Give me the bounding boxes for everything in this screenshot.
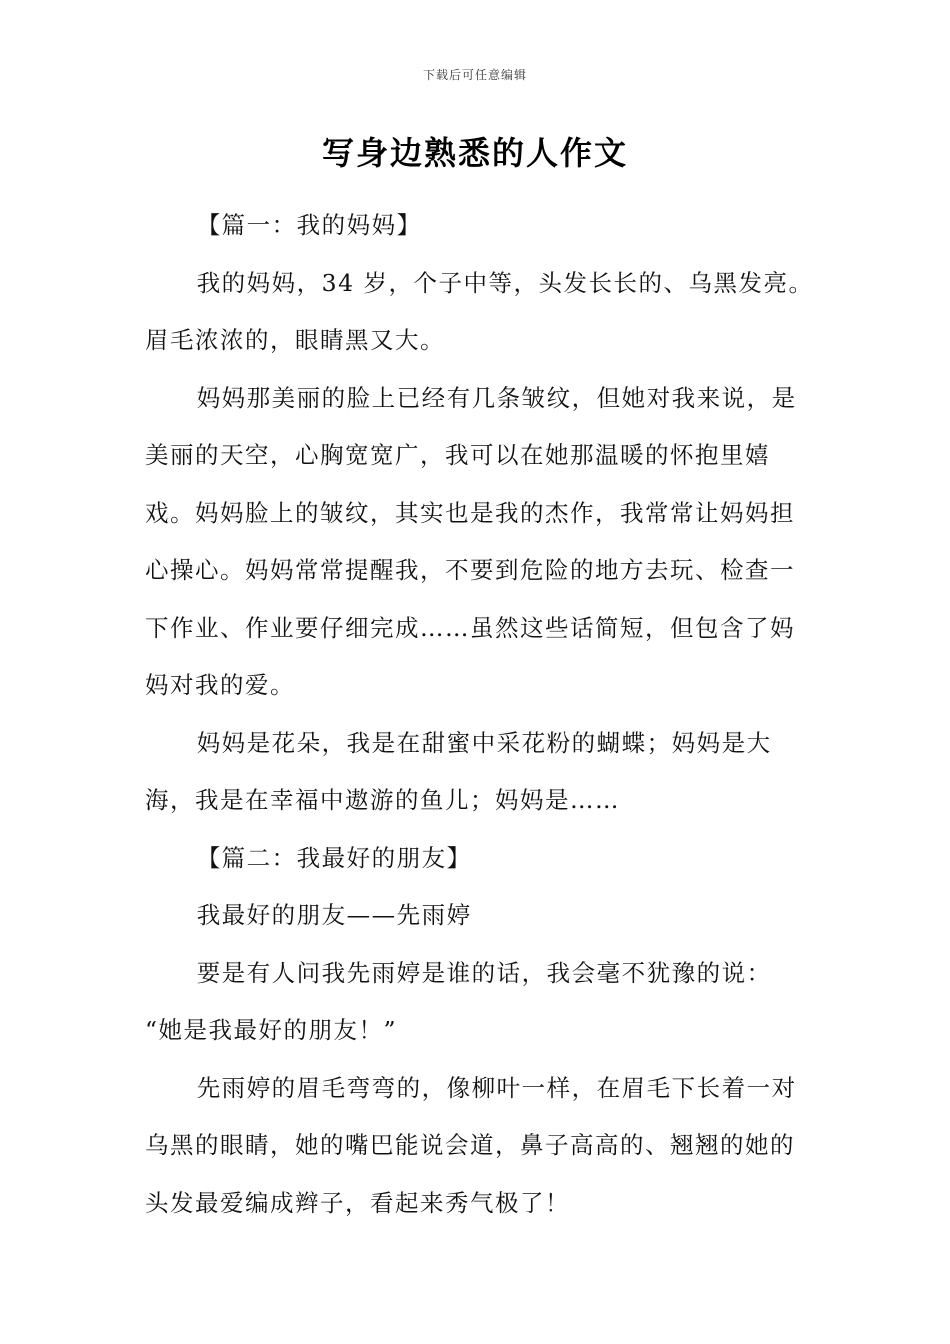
paragraph-3: 妈妈是花朵，我是在甜蜜中采花粉的蝴蝶；妈妈是大海，我是在幸福中遨游的鱼儿；妈妈是……	[145, 728, 772, 814]
paragraph-4: 要是有人问我先雨婷是谁的话，我会毫不犹豫的说：	[196, 958, 772, 987]
quote-line: “她是我最好的朋友！”	[145, 1016, 398, 1044]
sub-title: 我最好的朋友——先雨婷	[196, 901, 472, 929]
section-heading-2: 【篇二：我最好的朋友】	[196, 843, 472, 872]
paragraph-2: 妈妈那美丽的脸上已经有几条皱纹，但她对我来说，是美丽的天空，心胸宽宽广，我可以在她那温暖的怀抱里嬉戏。妈妈脸上的皱纹，其实也是我的杰作，我常常让妈妈担心操心。妈妈常常提醒我，不要到危险的地方去玩、检查一下作业、作业要仔细完成……虽然这些话简短，但包含了妈妈对我的爱。	[145, 383, 797, 699]
paragraph-1: 我的妈妈，34 岁，个子中等，头发长长的、乌黑发亮。眉毛浓浓的，眼睛黑又大。	[145, 268, 814, 354]
header-note: 下载后可任意编辑	[422, 68, 527, 82]
document-body	[145, 197, 817, 1232]
section-heading-1: 【篇一：我的妈妈】	[196, 211, 422, 239]
document-title: 写身边熟悉的人作文	[321, 134, 628, 172]
paragraph-5: 先雨婷的眉毛弯弯的，像柳叶一样，在眉毛下长着一对乌黑的眼睛，她的嘴巴能说会道，鼻子高高的、翘翘的她的头发最爱编成辫子，看起来秀气极了！	[145, 1073, 797, 1217]
